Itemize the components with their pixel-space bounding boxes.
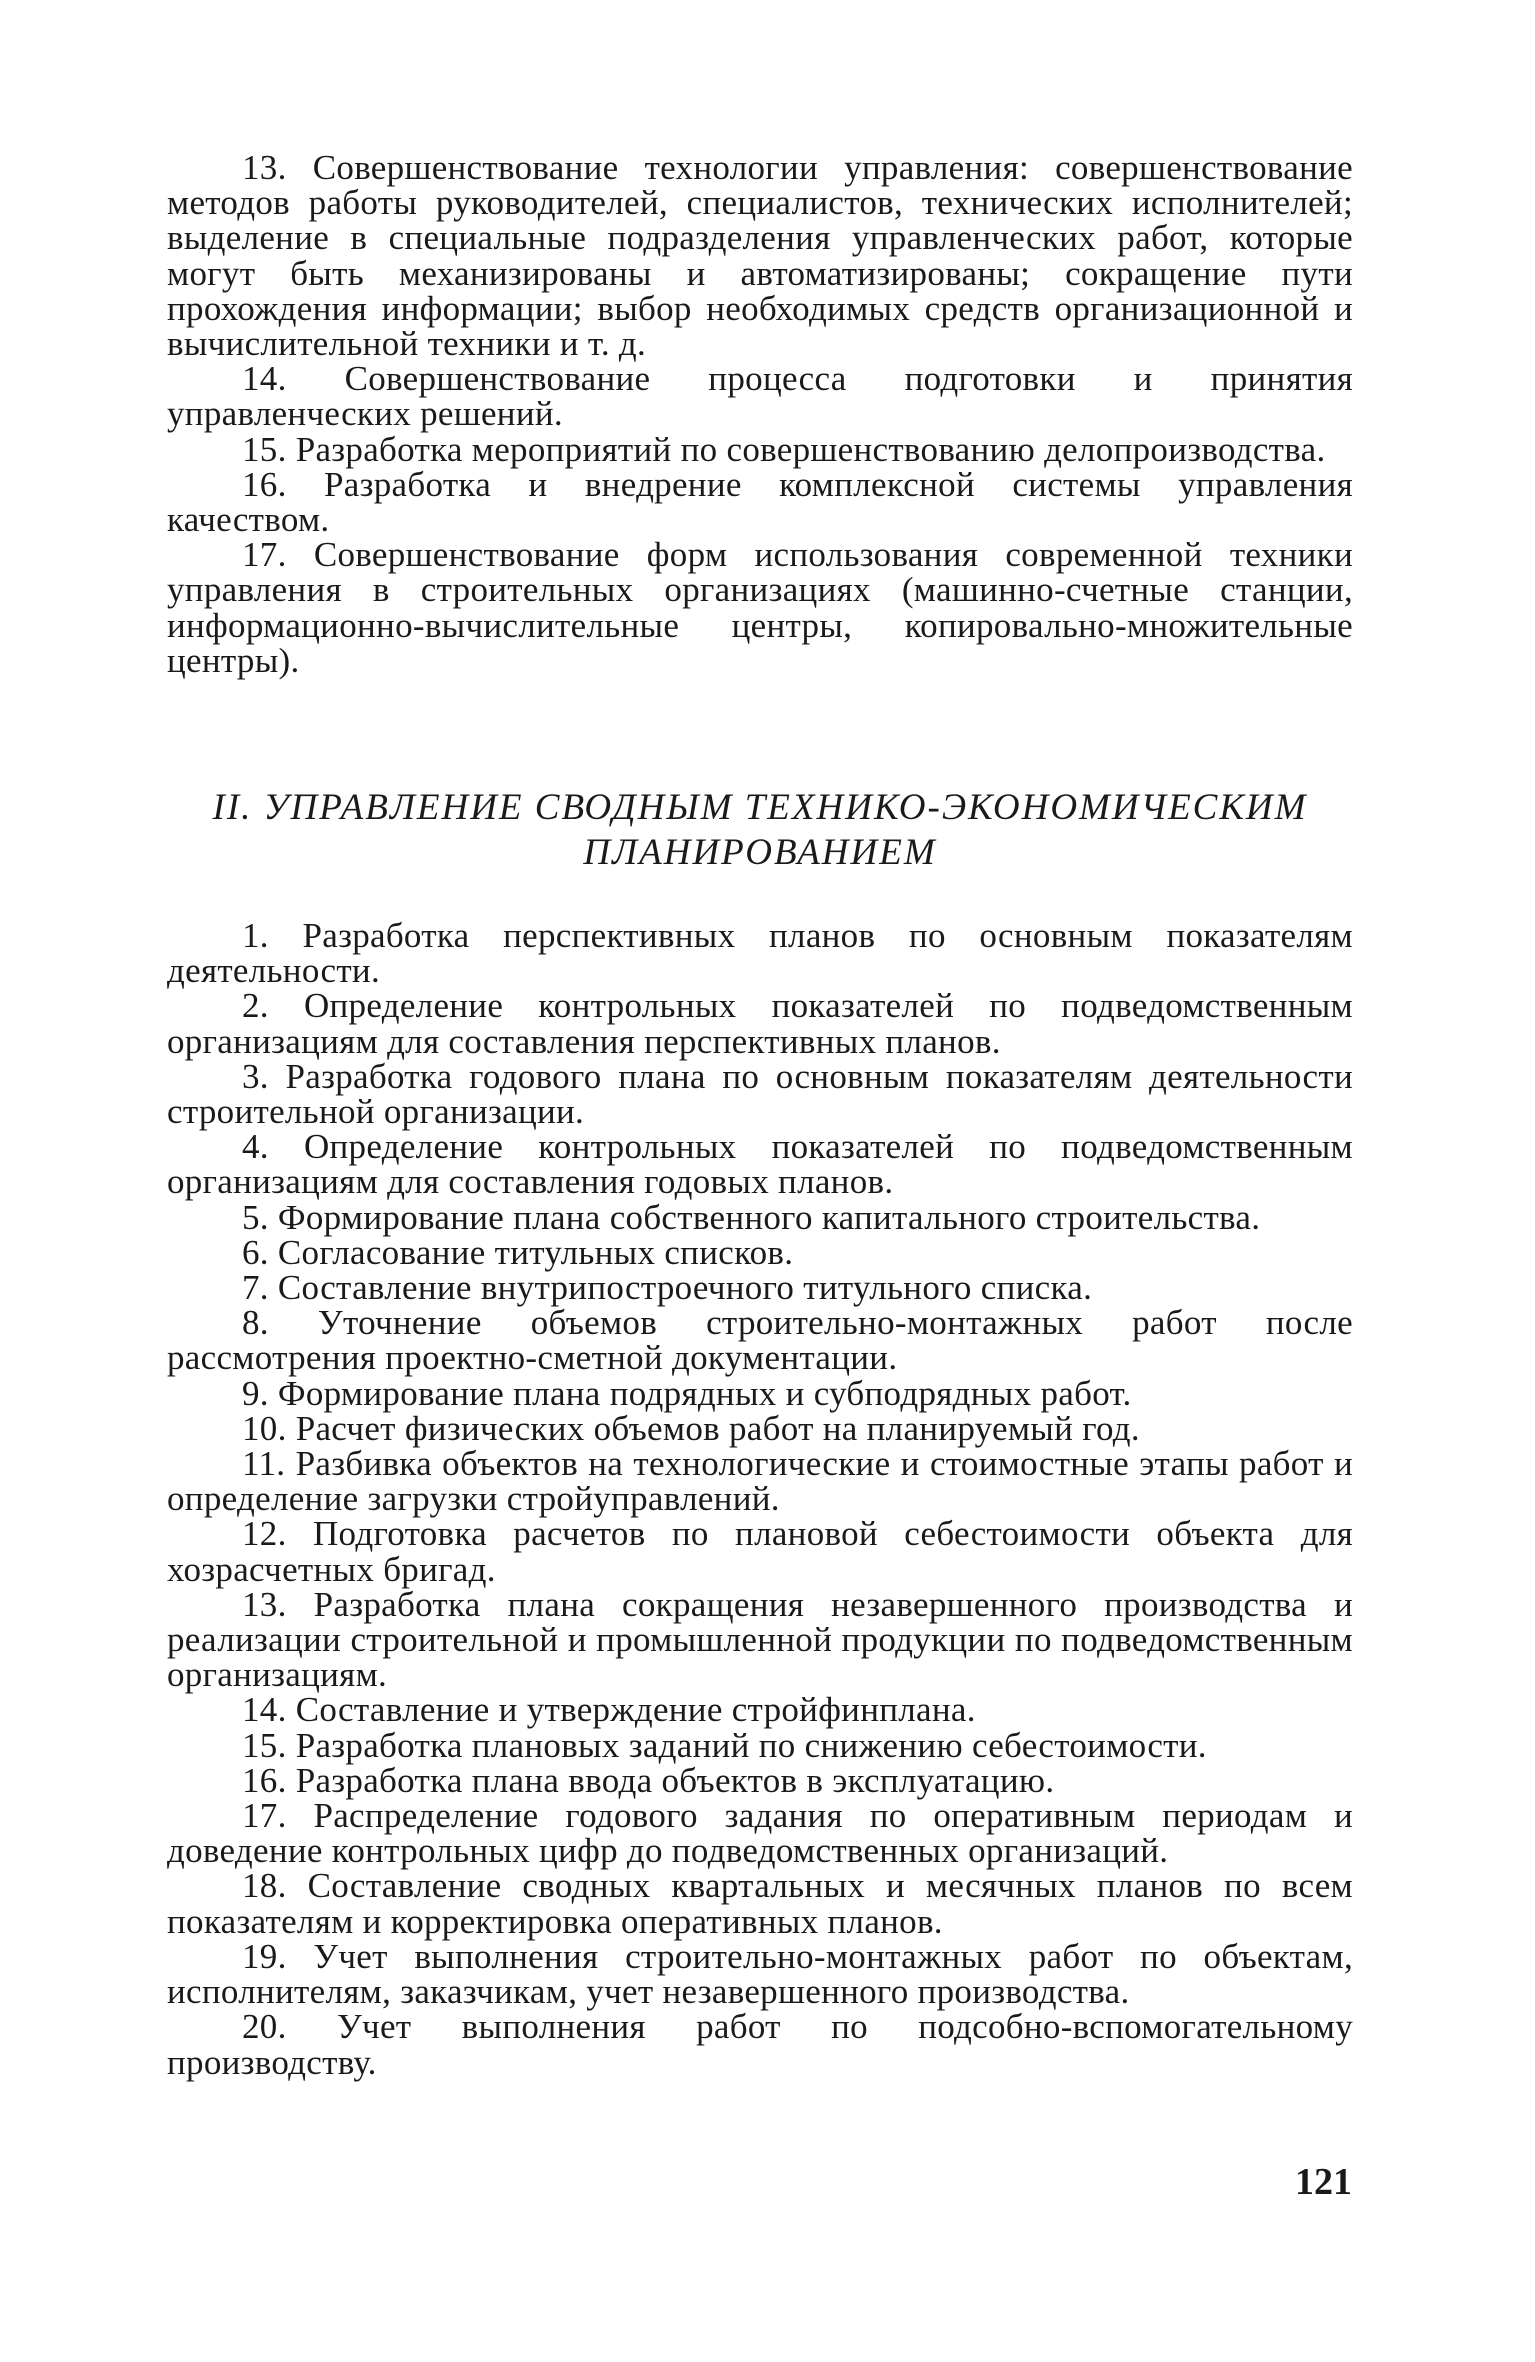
list-item: 11. Разбивка объектов на технологические и стоимостные этапы работ и определение загрузки стройуправлений. [167, 1444, 1353, 1519]
list-item: 9. Формирование плана подрядных и субподрядных работ. [242, 1373, 1132, 1413]
list-item: 19. Учет выполнения строительно-монтажных работ по объектам, исполнителям, заказчикам, учет незавершенного производства. [167, 1936, 1353, 2012]
list-item: 20. Учет выполнения работ по подсобно-вспомогательному производству. [167, 2007, 1353, 2082]
section-list [167, 918, 1353, 2080]
section-heading-line-2: ПЛАНИРОВАНИЕМ [583, 832, 937, 873]
list-item: 6. Согласование титульных списков. [242, 1232, 794, 1272]
list-item: 2. Определение контрольных показателей по подведомственным организациям для составления перспективных планов. [167, 986, 1353, 1061]
list-item: 18. Составление сводных квартальных и месячных планов по всем показателям и корректировка оперативных планов. [167, 1866, 1353, 1941]
list-item: 16. Разработка плана ввода объектов в эксплуатацию. [242, 1760, 1055, 1800]
list-item: 5. Формирование плана собственного капитального строительства. [242, 1197, 1261, 1237]
list-item: 1. Разработка перспективных планов по основным показателям деятельности. [167, 916, 1353, 991]
page-number: 121 [1295, 2161, 1352, 2203]
list-item: 14. Совершенствование процесса подготовки и принятия управленческих решений. [167, 359, 1353, 434]
list-item: 7. Составление внутрипостроечного титульного списка. [242, 1268, 1093, 1308]
list-item: 15. Разработка мероприятий по совершенствованию делопроизводства. [242, 429, 1326, 469]
section-heading-line-1: II. УПРАВЛЕНИЕ СВОДНЫМ ТЕХНИКО-ЭКОНОМИЧЕСКИМ [212, 787, 1308, 828]
list-item: 12. Подготовка расчетов по плановой себестоимости объекта для хозрасчетных бригад. [167, 1514, 1353, 1589]
continued-list [167, 150, 1353, 678]
list-item: 16. Разработка и внедрение комплексной системы управления качеством. [167, 464, 1353, 540]
list-item: 13. Разработка плана сокращения незавершенного производства и реализации строительной и промышленной продукции по подведомственным организациям. [167, 1584, 1353, 1695]
list-item: 4. Определение контрольных показателей по подведомственным организациям для составления годовых планов. [167, 1127, 1353, 1202]
list-item: 3. Разработка годового плана по основным показателям деятельности строительной организации. [167, 1056, 1353, 1132]
list-item: 17. Распределение годового задания по оперативным периодам и доведение контрольных цифр до подведомственных организаций. [167, 1796, 1353, 1871]
list-item: 13. Совершенствование технологии управления: совершенствование методов работы руководителей, специалистов, технических исполнителей; выделение в специальные подразделения управленческих работ, которые могут быть механизированы и автоматизированы; сокращение пути прохождения информации; выбор необходимых средств организационной и вычислительной техники и т. д. [167, 148, 1353, 364]
list-item: 17. Совершенствование форм использования современной техники управления в строительных организациях (машинно-счетные станции, информационно-вычислительные центры, копировально-множительные центры). [167, 535, 1353, 680]
list-item: 10. Расчет физических объемов работ на планируемый год. [242, 1408, 1140, 1448]
list-item: 8. Уточнение объемов строительно-монтажных работ после рассмотрения проектно-сметной документации. [167, 1303, 1353, 1378]
list-item: 15. Разработка плановых заданий по снижению себестоимости. [242, 1725, 1207, 1765]
list-item: 14. Составление и утверждение стройфинплана. [242, 1690, 976, 1730]
section-heading [167, 785, 1353, 875]
